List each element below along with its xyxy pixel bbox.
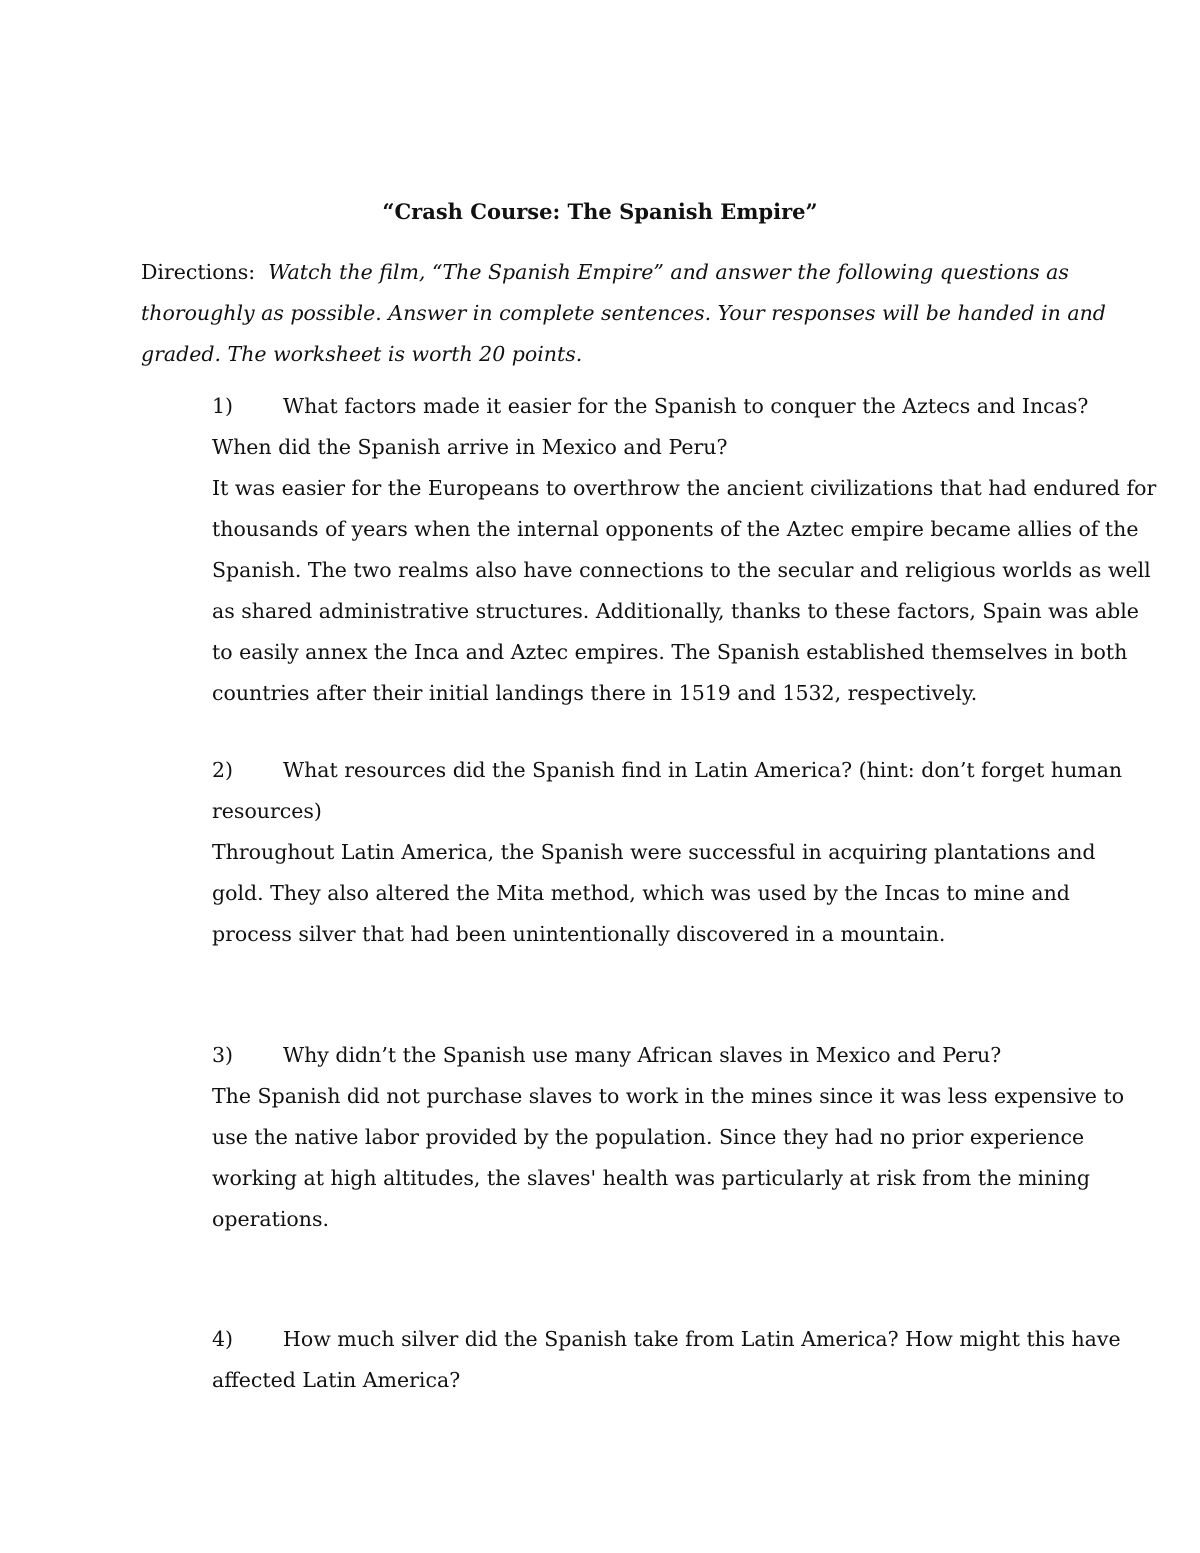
page-title: “Crash Course: The Spanish Empire” — [382, 199, 818, 224]
question-3 — [212, 1035, 1125, 1240]
question-line — [212, 386, 1092, 427]
answer-text: gold. They also altered the Mita method, which was used by the Incas to mine and — [212, 881, 1070, 905]
directions-text: Watch the film, “The Spanish Empire” and answer the following questions as — [268, 260, 1069, 284]
answer-text: working at high altitudes, the slaves' health was particularly at risk from the mining — [212, 1166, 1091, 1190]
answer-text: countries after their initial landings there in 1519 and 1532, respectively. — [212, 681, 978, 705]
question-line — [212, 1319, 1121, 1360]
question-number: 2) — [212, 758, 234, 782]
question-line — [212, 1035, 1092, 1076]
question-text: How much silver did the Spanish take from Latin America? How might this have — [283, 1327, 1121, 1351]
question-number: 4) — [212, 1327, 234, 1351]
question-1 — [212, 386, 1157, 714]
question-text: affected Latin America? — [212, 1368, 461, 1392]
answer-text: operations. — [212, 1207, 329, 1231]
answer-text: as shared administrative structures. Additionally, thanks to these factors, Spain was able — [212, 599, 1139, 623]
question-number: 3) — [212, 1043, 234, 1067]
answer-text: use the native labor provided by the population. Since they had no prior experience — [212, 1125, 1085, 1149]
question-4 — [212, 1319, 1121, 1401]
answer-text: thousands of years when the internal opponents of the Aztec empire became allies of the — [212, 517, 1139, 541]
directions-text: graded. The worksheet is worth 20 points. — [141, 342, 583, 366]
directions-text: thoroughly as possible. Answer in complete sentences. Your responses will be handed in and — [141, 301, 1106, 325]
question-line — [212, 750, 1123, 791]
question-text: When did the Spanish arrive in Mexico and Peru? — [212, 435, 728, 459]
directions-line — [141, 252, 1069, 293]
directions-label: Directions: — [141, 260, 256, 284]
question-text: What factors made it easier for the Spanish to conquer the Aztecs and Incas? — [283, 394, 1089, 418]
answer-text: Throughout Latin America, the Spanish were successful in acquiring plantations and — [212, 840, 1096, 864]
answer-text: The Spanish did not purchase slaves to work in the mines since it was less expensive to — [212, 1084, 1125, 1108]
answer-text: process silver that had been unintentionally discovered in a mountain. — [212, 922, 946, 946]
question-text: What resources did the Spanish find in Latin America? (hint: don’t forget human — [283, 758, 1123, 782]
question-text: Why didn’t the Spanish use many African slaves in Mexico and Peru? — [283, 1043, 1002, 1067]
answer-text: to easily annex the Inca and Aztec empires. The Spanish established themselves in both — [212, 640, 1128, 664]
question-2 — [212, 750, 1123, 955]
question-text: resources) — [212, 799, 322, 823]
question-number: 1) — [212, 394, 234, 418]
answer-text: Spanish. The two realms also have connections to the secular and religious worlds as well — [212, 558, 1151, 582]
directions — [141, 252, 1106, 375]
answer-text: It was easier for the Europeans to overthrow the ancient civilizations that had endured for — [212, 476, 1157, 500]
